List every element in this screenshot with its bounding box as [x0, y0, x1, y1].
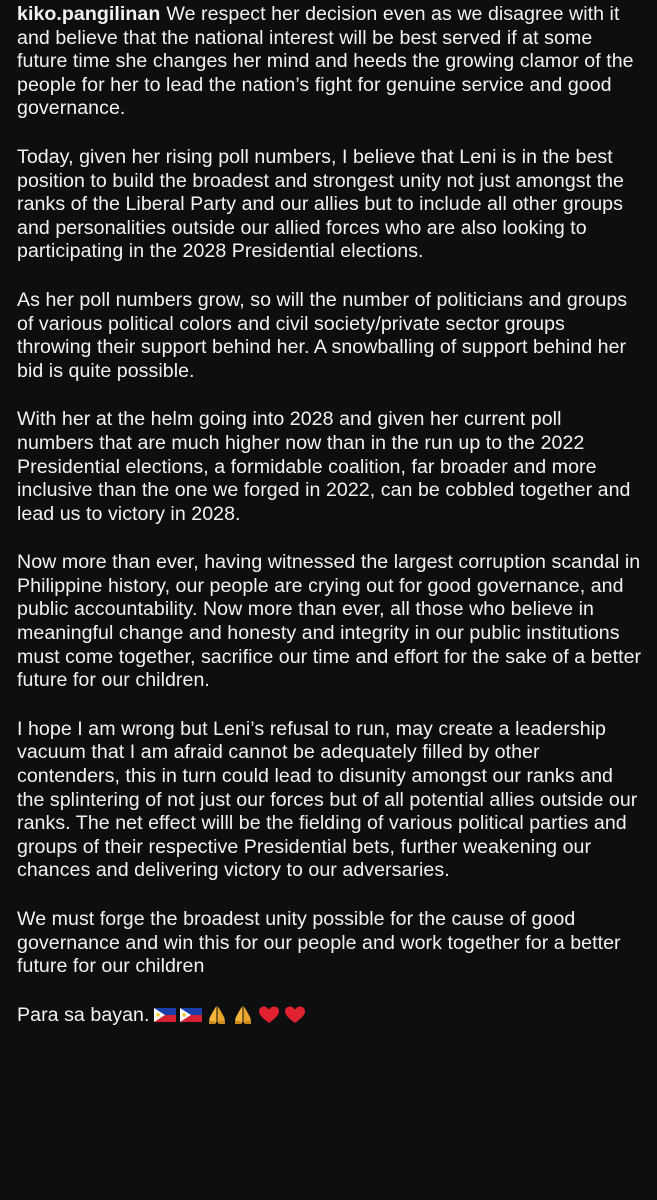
- username[interactable]: kiko.pangilinan: [17, 3, 161, 25]
- caption-paragraph-1: [17, 3, 643, 121]
- philippines-flag-icon: [154, 1005, 176, 1025]
- caption-paragraph-5: Now more than ever, having witnessed the largest corruption scandal in Philippine history, our people are crying out for good governance, and public accountability. Now more than ever, all those who believe in meaningful change and honesty and integrity in our public institutions must come together, sacrifice our time and effort for the sake of a better future for our children.: [17, 551, 642, 692]
- caption-paragraph-3: As her poll numbers grow, so will the number of politicians and groups of various political colors and civil society/private sector groups throwing their support behind her. A snowballing of support behind her bid is quite possible.: [17, 288, 628, 382]
- caption-paragraph-7: We must forge the broadest unity possible for the cause of good governance and win this for our people and work together for a better future for our children: [17, 908, 621, 978]
- caption-paragraph-2: Today, given her rising poll numbers, I believe that Leni is in the best position to build the broadest and strongest unity not just amongst the ranks of the Liberal Party and our allies but to include all other groups and personalities outside our allied forces who are also looking to participating in the 2028 Presidential elections.: [17, 145, 624, 263]
- folded-hands-icon: [232, 1005, 254, 1025]
- closing-text: Para sa bayan.: [17, 1003, 150, 1026]
- closing-emojis: [154, 1005, 306, 1025]
- caption-paragraph-4: With her at the helm going into 2028 and given her current poll numbers that are much higher now than in the run up to the 2022 Presidential elections, a formidable coalition, far broader and more inclusive than the one we forged in 2022, can be cobbled together and lead us to victory in 2028.: [17, 408, 631, 525]
- caption-paragraph-6: I hope I am wrong but Leni’s refusal to run, may create a leadership vacuum that I am afraid cannot be adequately filled by other contenders, this in turn could lead to disunity amongst our ranks and the splintering of not just our forces but of all potential allies outside our ranks. The net effect willl be the fielding of various political parties and groups of their respective Presidential bets, further weakening our chances and delivering victory to our adversaries.: [17, 717, 638, 882]
- philippines-flag-icon: [180, 1005, 202, 1025]
- red-heart-icon: [284, 1005, 306, 1025]
- red-heart-icon: [258, 1005, 280, 1025]
- folded-hands-icon: [206, 1005, 228, 1025]
- caption-closing: [17, 1004, 643, 1028]
- caption-text: We respect her decision even as we disagree with it and believe that the national interest will be best served if at some future time she changes her mind and heeds the growing clamor of the people for her to lead the nation’s fight for genuine service and good governance.: [17, 3, 634, 120]
